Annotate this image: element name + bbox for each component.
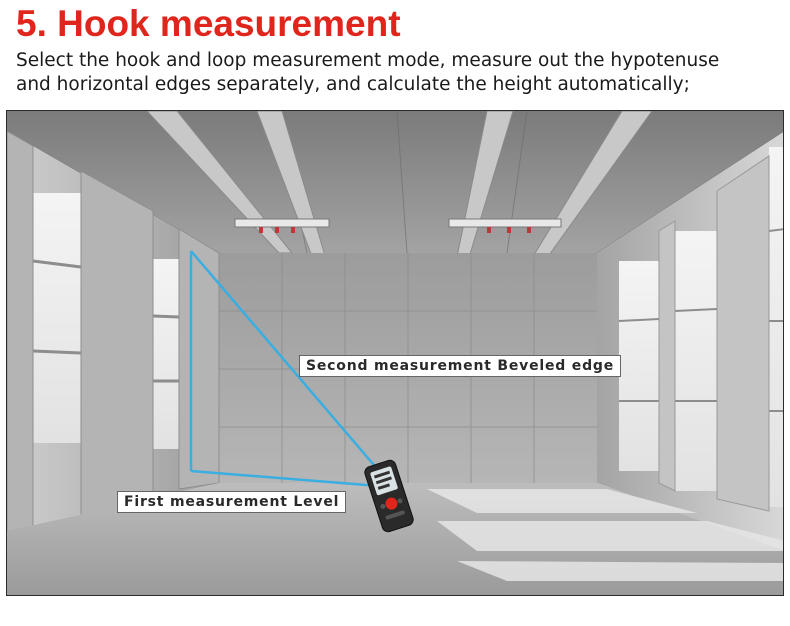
laser-distance-meter-icon: [359, 456, 419, 536]
description-line-1: Select the hook and loop measurement mode, measure out the hypotenuse: [16, 50, 720, 71]
second-measurement-label: Second measurement Beveled edge: [299, 355, 621, 377]
first-measurement-label: First measurement Level: [117, 491, 346, 513]
description-line-2: and horizontal edges separately, and calculate the height automatically;: [16, 74, 690, 95]
description: [16, 49, 786, 97]
room-illustration: [6, 110, 784, 596]
page-title: 5. Hook measurement: [16, 3, 401, 44]
